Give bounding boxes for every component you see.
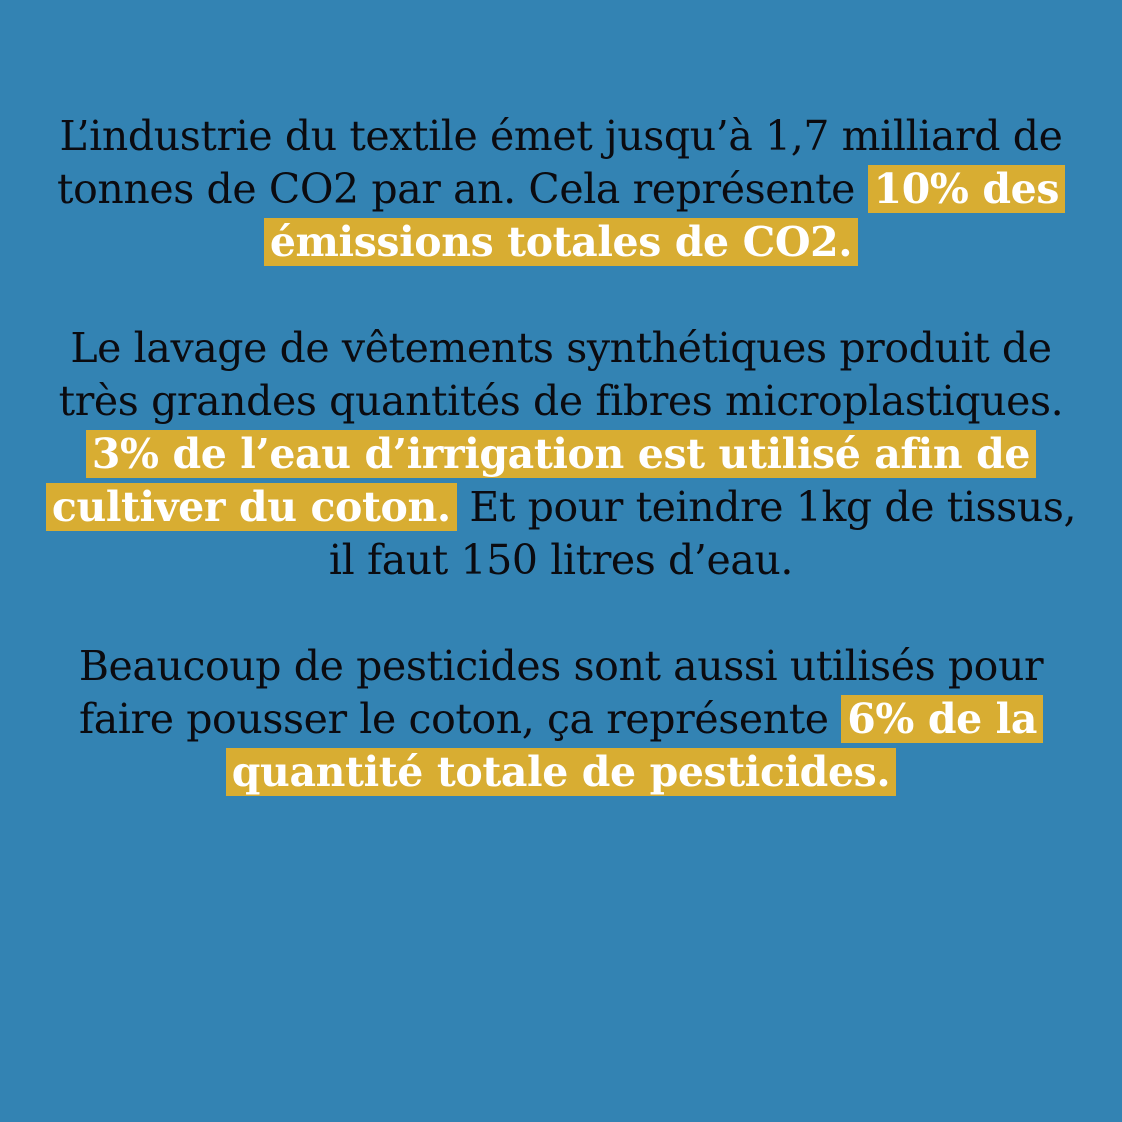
fact-card bbox=[40, 110, 1082, 852]
paragraph-pesticides bbox=[40, 640, 1082, 799]
paragraph-water-text: Le lavage de vêtements synthétiques produit de très grandes quantités de fibres microplastiques. bbox=[58, 324, 1064, 425]
paragraph-co2 bbox=[40, 110, 1082, 269]
paragraph-water bbox=[40, 322, 1082, 587]
highlight-water: 3% de l’eau d’irrigation est utilisé afin de cultiver du coton. bbox=[46, 430, 1036, 531]
highlight-co2: 10% des émissions totales de CO2. bbox=[264, 165, 1065, 266]
paragraph-water-after: Et pour teindre 1kg de tissus, il faut 150 litres d’eau. bbox=[328, 483, 1077, 584]
paragraph-pesticides-text: Beaucoup de pesticides sont aussi utilisés pour faire pousser le coton, ça représente bbox=[78, 642, 1044, 743]
paragraph-co2-text: L’industrie du textile émet jusqu’à 1,7 milliard de tonnes de CO2 par an. Cela représente bbox=[57, 112, 1063, 213]
highlight-pesticides: 6% de la quantité totale de pesticides. bbox=[226, 695, 1043, 796]
